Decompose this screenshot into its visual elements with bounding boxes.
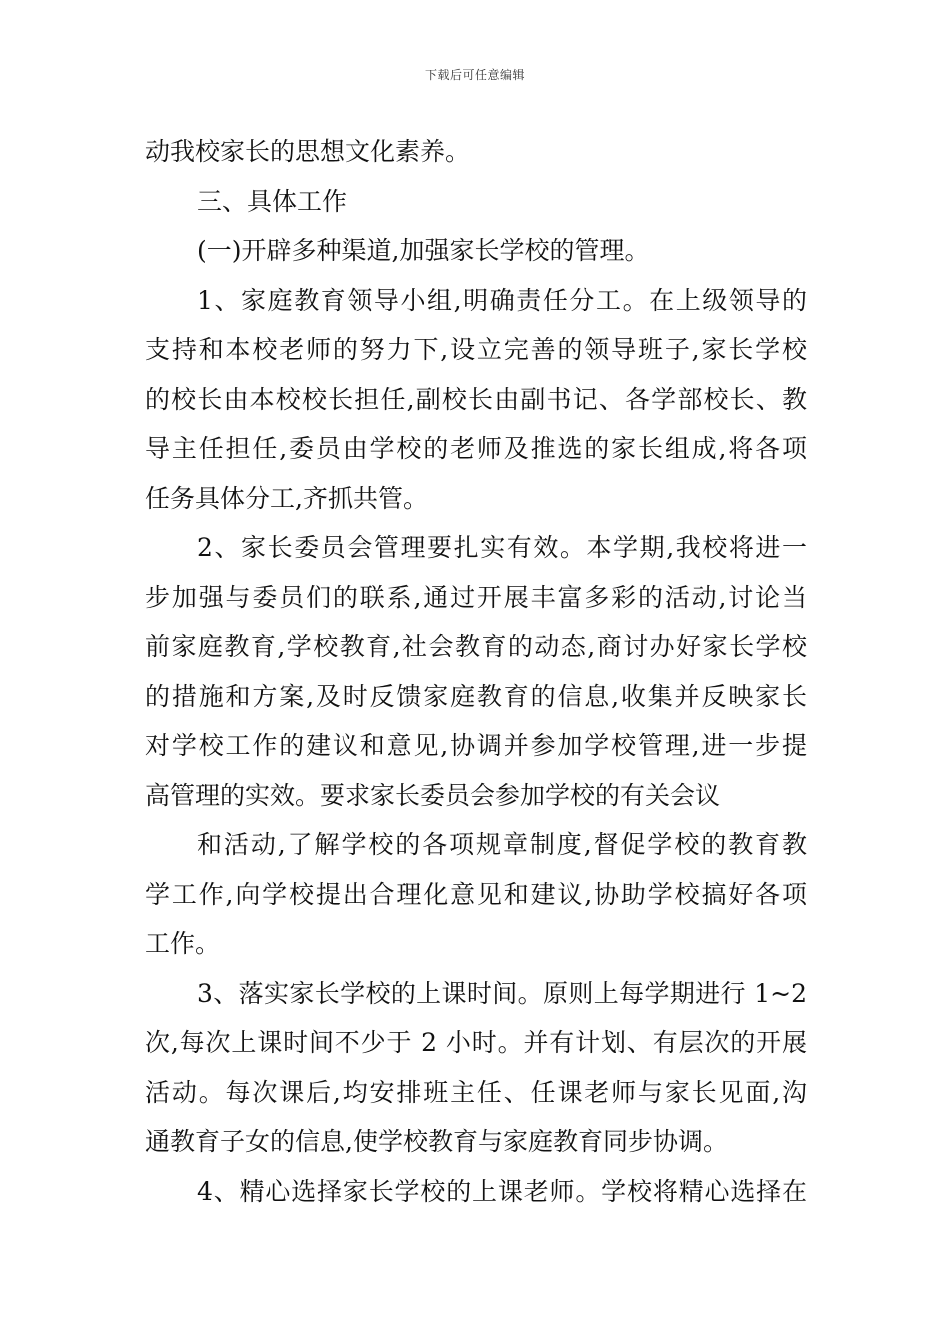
paragraph-1-line: 的校长由本校校长担任,副校长由副书记、各学部校长、教 [145,384,807,414]
section-heading: 三、具体工作 [197,186,348,216]
document-body [145,127,807,1216]
paragraph-2-line: 高管理的实效。要求家长委员会参加学校的有关会议 [145,780,721,810]
paragraph-1-line: 导主任担任,委员由学校的老师及推选的家长组成,将各项 [145,434,807,463]
paragraph-4-line: 通教育子女的信息,使学校教育与家庭教育同步协调。 [145,1127,728,1156]
paragraph-5-line: 4、精心选择家长学校的上课老师。学校将精心选择在 [197,1176,807,1206]
page-header: 下载后可任意编辑 [424,68,525,82]
paragraph-1-line: 1、家庭教育领导小组,明确责任分工。在上级领导的 [197,285,807,315]
paragraph-2-line: 前家庭教育,学校教育,社会教育的动态,商讨办好家长学校 [145,632,807,661]
paragraph-1-line: 支持和本校老师的努力下,设立完善的领导班子,家长学校 [145,335,807,364]
paragraph-3-line: 工作。 [145,929,221,958]
paragraph-3-line: 学工作,向学校提出合理化意见和建议,协助学校搞好各项 [145,879,807,909]
paragraph-3-line: 和活动,了解学校的各项规章制度,督促学校的教育教 [197,830,807,859]
text-line: 动我校家长的思想文化素养。 [145,137,471,166]
paragraph-1-line: 任务具体分工,齐抓共管。 [145,483,428,513]
paragraph-2-line: 2、家长委员会管理要扎实有效。本学期,我校将进一 [197,533,807,562]
paragraph-4-line: 活动。每次课后,均安排班主任、任课老师与家长见面,沟 [145,1077,807,1107]
subsection-heading: (一)开辟多种渠道,加强家长学校的管理。 [197,236,650,265]
paragraph-2-line: 步加强与委员们的联系,通过开展丰富多彩的活动,讨论当 [145,582,807,612]
paragraph-2-line: 的措施和方案,及时反馈家庭教育的信息,收集并反映家长 [145,681,807,711]
paragraph-4-line: 次,每次上课时间不少于 2 小时。并有计划、有层次的开展 [145,1028,807,1057]
paragraph-4-line: 3、落实家长学校的上课时间。原则上每学期进行 1~2 [197,978,807,1008]
paragraph-2-line: 对学校工作的建议和意见,协调并参加学校管理,进一步提 [145,731,807,760]
